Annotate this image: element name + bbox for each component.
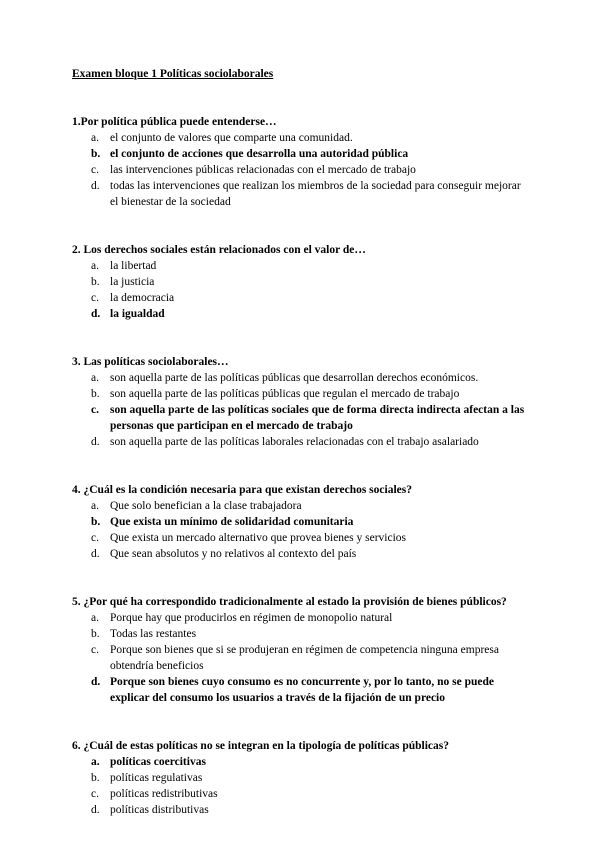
option-item [91,754,530,770]
option-letter: a. [91,500,99,512]
option-letter: d. [91,180,100,192]
option-item [91,674,530,706]
option-letter: b. [91,276,100,288]
option-letter: a. [91,372,99,384]
option-item [91,546,530,562]
option-text: la justicia [110,276,155,288]
option-text: políticas coercitivas [110,756,206,768]
option-text: todas las intervenciones que realizan los miembros de la sociedad para conseguir mejorar el bienestar de la sociedad [110,180,521,208]
option-letter: b. [91,772,100,784]
option-letter: a. [91,260,99,272]
option-item [91,514,530,530]
option-item [91,386,530,402]
option-item [91,370,530,386]
option-list [72,610,530,706]
option-text: políticas distributivas [110,804,209,816]
question-text: 6. ¿Cuál de estas políticas no se integran en la tipología de políticas públicas? [72,740,449,752]
option-letter: a. [91,132,99,144]
option-list [72,498,530,562]
option-text: Porque son bienes cuyo consumo es no concurrente y, por lo tanto, no se puede explicar del consumo los usuarios a través de la fijación de un precio [110,676,494,704]
option-item [91,802,530,818]
option-letter: a. [91,756,100,768]
document-title: Examen bloque 1 Políticas sociolaborales [72,68,274,80]
option-item [91,402,530,434]
option-letter: d. [91,804,100,816]
option-letter: c. [91,292,99,304]
option-letter: a. [91,612,99,624]
option-text: el conjunto de valores que comparte una comunidad. [110,132,353,144]
option-item [91,770,530,786]
option-item [91,258,530,274]
option-letter: c. [91,532,99,544]
option-text: son aquella parte de las políticas laborales relacionadas con el trabajo asalariado [110,436,479,448]
option-item [91,626,530,642]
option-item [91,434,530,450]
question-text: 2. Los derechos sociales están relacionados con el valor de… [72,244,366,256]
option-item [91,146,530,162]
option-letter: c. [91,788,99,800]
option-letter: c. [91,644,99,656]
question-block [72,594,530,706]
option-letter: d. [91,548,100,560]
option-list [72,370,530,450]
question-list [72,114,530,818]
option-letter: d. [91,308,101,320]
option-item [91,642,530,674]
question-text: 5. ¿Por qué ha correspondido tradicionalmente al estado la provisión de bienes públicos? [72,596,507,608]
question-block [72,482,530,562]
option-text: políticas regulativas [110,772,203,784]
option-text: Que solo benefician a la clase trabajadora [110,500,302,512]
option-text: Que exista un mínimo de solidaridad comunitaria [110,516,354,528]
option-text: son aquella parte de las políticas públicas que desarrollan derechos económicos. [110,372,479,384]
option-text: Que exista un mercado alternativo que provea bienes y servicios [110,532,407,544]
question-text: 4. ¿Cuál es la condición necesaria para que existan derechos sociales? [72,484,412,496]
option-text: Todas las restantes [110,628,197,640]
question-block [72,354,530,450]
option-letter: c. [91,404,99,416]
option-text: las intervenciones públicas relacionadas con el mercado de trabajo [110,164,416,176]
option-text: la igualdad [110,308,165,320]
option-item [91,130,530,146]
option-list [72,130,530,210]
option-item [91,306,530,322]
option-item [91,162,530,178]
option-item [91,786,530,802]
question-block [72,738,530,818]
option-letter: b. [91,388,100,400]
option-text: son aquella parte de las políticas sociales que de forma directa indirecta afectan a las personas que participan en el mercado de trabajo [110,404,525,432]
option-letter: b. [91,628,100,640]
option-letter: b. [91,148,101,160]
question-block [72,242,530,322]
option-letter: c. [91,164,99,176]
question-block [72,114,530,210]
option-text: Que sean absolutos y no relativos al contexto del país [110,548,357,560]
option-letter: d. [91,676,101,688]
option-text: Porque son bienes que si se produjeran en régimen de competencia ninguna empresa obtendría beneficios [110,644,499,672]
option-text: la democracia [110,292,175,304]
option-text: son aquella parte de las políticas públicas que regulan el mercado de trabajo [110,388,460,400]
option-list [72,754,530,818]
option-list [72,258,530,322]
question-text: 1.Por política pública puede entenderse… [72,116,277,128]
question-text: 3. Las políticas sociolaborales… [72,356,229,368]
option-item [91,498,530,514]
option-item [91,274,530,290]
option-item [91,178,530,210]
option-letter: b. [91,516,101,528]
option-letter: d. [91,436,100,448]
option-item [91,610,530,626]
option-text: Porque hay que producirlos en régimen de monopolio natural [110,612,393,624]
option-item [91,530,530,546]
option-text: políticas redistributivas [110,788,218,800]
option-text: la libertad [110,260,157,272]
option-text: el conjunto de acciones que desarrolla una autoridad pública [110,148,409,160]
option-item [91,290,530,306]
